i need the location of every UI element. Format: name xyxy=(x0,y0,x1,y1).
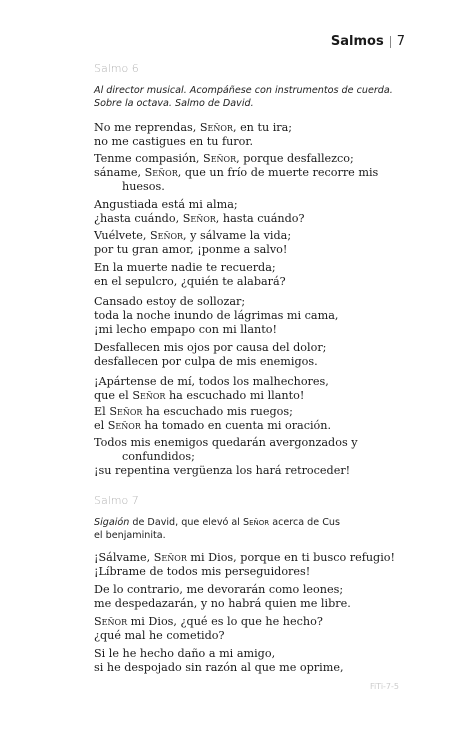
psalm-7-superscription xyxy=(94,516,394,542)
verse-line: Señor mi Dios, ¿qué es lo que he hecho? xyxy=(94,615,323,628)
lord-name: Señor xyxy=(203,152,237,165)
superscription-text: Sigaión xyxy=(94,517,133,528)
verse-line: que el Señor ha escuchado mi llanto! xyxy=(94,389,305,402)
lord-name: Señor xyxy=(243,517,270,528)
lord-name: Señor xyxy=(199,121,233,134)
lord-name: Señor xyxy=(182,212,216,225)
verse-line: ¡su repentina vergüenza los hará retroceder! xyxy=(94,464,351,477)
verse-line: Tenme compasión, Señor, porque desfallezco; xyxy=(94,152,354,165)
superscription-line: Sobre la octava. Salmo de David. xyxy=(94,98,254,109)
page-number: 7 xyxy=(396,34,405,49)
psalm-6-superscription xyxy=(94,84,394,110)
verse xyxy=(94,341,394,369)
verse-line: ¡mi lecho empapo con mi llanto! xyxy=(94,323,277,336)
verse-line: sáname, Señor, que un frío de muerte recorre mis xyxy=(94,166,379,179)
verse-line: En la muerte nadie te recuerda; xyxy=(94,261,276,274)
verse-line: El Señor ha escuchado mis ruegos; xyxy=(94,405,293,418)
psalm-6-title: Salmo 6 xyxy=(94,62,139,75)
superscription-text: de David, que elevó al xyxy=(132,517,244,528)
verse xyxy=(94,405,394,433)
verse-line: ¿qué mal he cometido? xyxy=(94,629,225,642)
lord-name: Señor xyxy=(109,405,143,418)
verse-line: confundidos; xyxy=(122,450,195,463)
verse-line: Angustiada está mi alma; xyxy=(94,198,238,211)
lord-name: Señor xyxy=(144,166,178,179)
verse-line: Todos mis enemigos quedarán avergonzados y xyxy=(94,436,358,449)
verse-line: ¿hasta cuándo, Señor, hasta cuándo? xyxy=(94,212,305,225)
verse xyxy=(94,152,394,194)
verse-line: por tu gran amor, ¡ponme a salvo! xyxy=(94,243,288,256)
verse-line: Desfallecen mis ojos por causa del dolor; xyxy=(94,341,327,354)
running-header xyxy=(331,34,405,49)
header-divider xyxy=(390,36,391,48)
lord-name: Señor xyxy=(94,615,128,628)
psalm-7-title: Salmo 7 xyxy=(94,494,139,507)
verse xyxy=(94,198,394,226)
verse-line: desfallecen por culpa de mis enemigos. xyxy=(94,355,318,368)
verse xyxy=(94,583,394,611)
verse-line: huesos. xyxy=(122,180,165,193)
verse-line: No me reprendas, Señor, en tu ira; xyxy=(94,121,293,134)
verse-line: ¡Sálvame, Señor mi Dios, porque en ti busco refugio! xyxy=(94,551,396,564)
lord-name: Señor xyxy=(132,389,166,402)
verse xyxy=(94,551,394,579)
footer-code: FiTi-7-5 xyxy=(369,682,399,691)
lord-name: Señor xyxy=(107,419,141,432)
verse xyxy=(94,615,394,643)
superscription-line: Al director musical. Acompáñese con instrumentos de cuerda. xyxy=(94,85,393,96)
lord-name: Señor xyxy=(149,229,184,242)
verse-line: Si le he hecho daño a mi amigo, xyxy=(94,647,276,660)
verse-line: Cansado estoy de sollozar; xyxy=(94,295,246,308)
book-title: Salmos xyxy=(330,34,384,49)
verse-line: no me castigues en tu furor. xyxy=(94,135,254,148)
verse-line: el Señor ha tomado en cuenta mi oración. xyxy=(94,419,332,432)
verse xyxy=(94,436,394,478)
verse xyxy=(94,261,394,289)
superscription-line: el benjaminita. xyxy=(94,530,166,541)
verse xyxy=(94,295,394,337)
verse xyxy=(94,229,394,257)
verse-line: toda la noche inundo de lágrimas mi cama, xyxy=(94,309,339,322)
verse xyxy=(94,647,394,675)
verse-line: me despedazarán, y no habrá quien me libre. xyxy=(94,597,351,610)
verse-line: en el sepulcro, ¿quién te alabará? xyxy=(94,275,286,288)
verse-line: ¡Líbrame de todos mis perseguidores! xyxy=(94,565,311,578)
verse xyxy=(94,121,394,149)
verse-line: De lo contrario, me devorarán como leones; xyxy=(94,583,344,596)
superscription-text: acerca de Cus xyxy=(269,517,341,528)
verse xyxy=(94,375,394,403)
verse-line: si he despojado sin razón al que me oprime, xyxy=(94,661,344,674)
verse-line: Vuélvete, Señor, y sálvame la vida; xyxy=(94,229,292,242)
lord-name: Señor xyxy=(153,551,187,564)
verse-line: ¡Apártense de mí, todos los malhechores, xyxy=(94,375,329,388)
